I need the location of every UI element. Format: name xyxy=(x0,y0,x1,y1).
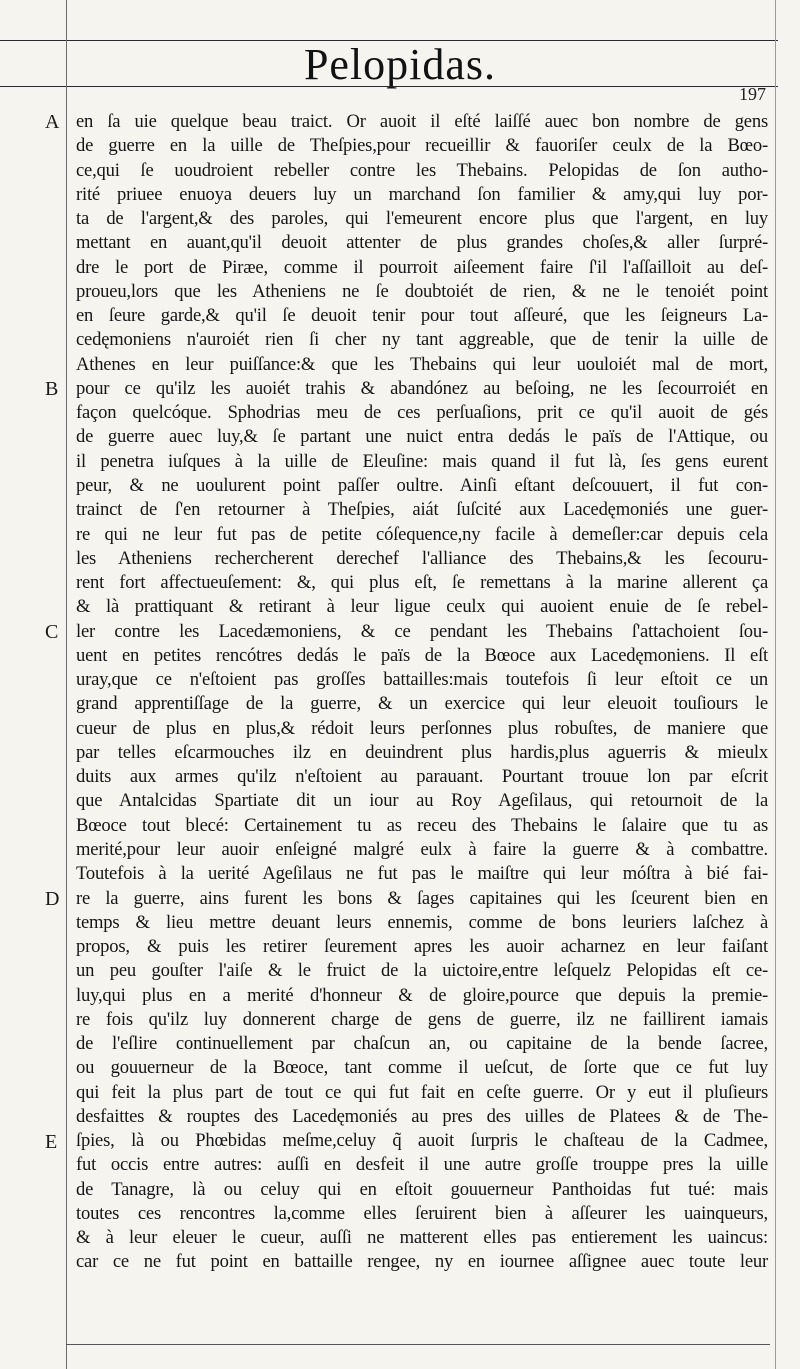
text-line: trainct de ſ'en retourner à Theſpies, aiát ſuſcité aux Lacedęmoniés une guer- xyxy=(76,499,768,521)
text-line: ou gouuerneur de la Bœoce, tant comme il ueſcut, de ſorte que ce fut luy xyxy=(76,1057,768,1079)
text-line: par telles eſcarmouches ilz en deuindrent plus hardis,plus aguerris & mieulx xyxy=(76,741,768,763)
section-marker-b: B xyxy=(45,378,59,401)
text-line: de guerre auec luy,& ſe partant une nuict entra dedás le païs de l'Attique, ou xyxy=(76,426,768,448)
text-line: façon quelcóque. Sphodrias meu de ces perſuaſions, prit ce qu'il auoit de gés xyxy=(76,402,768,424)
text-line: uray,que ce n'eſtoient pas groſſes battailles:mais toutefois ſi leur eſtoit ce un xyxy=(76,669,768,691)
text-line: qui feit la plus part de tout ce qui fut fait en ceſte guerre. Or y eut il pluſieurs xyxy=(76,1081,768,1103)
right-margin-rule xyxy=(775,0,776,1369)
text-line: pour ce qu'ilz les auoiét trahis & abandónez au beſoing, ne les ſecourroiét en xyxy=(76,377,768,399)
text-line: Bœoce tout blecé: Certainement tu as receu des Thebains le ſalaire que tu as xyxy=(76,814,768,836)
text-line: duits aux armes qu'ilz n'eſtoient au parauant. Pourtant trouue lon par eſcrit xyxy=(76,766,768,788)
section-marker-a: A xyxy=(45,111,60,133)
text-line: de l'eſlire continuellement par chaſcun an, ou capitaine de la bende ſacree, xyxy=(76,1033,768,1055)
running-title: Pelopidas. xyxy=(303,40,497,89)
text-line: proueu,lors que les Atheniens ne ſe doubtoiét de rien, & ne le tenoiét point xyxy=(76,280,768,302)
page-number: 197 xyxy=(739,84,766,104)
text-line: un peu gouſter l'aiſe & le fruict de la uictoire,entre leſquelz Pelopidas eſt ce- xyxy=(76,960,768,982)
text-line: ce,qui ſe uoudroient rebeller contre les Thebains. Pelopidas de ſon autho- xyxy=(76,159,768,181)
left-margin-rule xyxy=(66,0,67,1369)
text-line: en ſa uie quelque beau traict. Or auoit il eſté laiſſé auec bon nombre de gens xyxy=(76,111,768,132)
text-line: propos, & puis les retirer ſeurement apres les auoir acharnez en leur faiſant xyxy=(76,936,768,958)
text-line: les Atheniens rechercherent derechef l'alliance des Thebains,& les ſecouru- xyxy=(76,547,768,569)
text-line: cedęmoniens n'auroiét rien ſi cher ny tant aggreable, que de tenir la uille de xyxy=(76,329,768,351)
text-line: ta de l'argent,& des paroles, qui l'emeurent encore plus que l'argent, en luy xyxy=(76,208,768,230)
text-line: de Tanagre, là ou celuy qui en eſtoit gouuerneur Panthoidas fut tué: mais xyxy=(76,1178,768,1200)
text-line: re la guerre, ains furent les bons & ſages capitaines qui les ſceurent bien en xyxy=(76,887,768,909)
text-line: que Antalcidas Spartiate dit un iour au Roy Ageſilaus, qui retournoit de la xyxy=(76,790,768,812)
text-line: & à leur eleuer le cueur, auſſi ne matterent elles pas entierement les uaincus: xyxy=(76,1227,768,1249)
body-text xyxy=(76,110,768,1275)
text-line: peur, & ne uoulurent point paſſer oultre. Ainſi eſtant deſcouuert, il fut con- xyxy=(76,474,768,496)
text-line: ler contre les Lacedæmoniens, & ce pendant les Thebains ſ'attachoient ſou- xyxy=(76,620,768,642)
text-line: desfaittes & rouptes des Lacedęmoniés au pres des uilles de Platees & de The- xyxy=(76,1105,768,1127)
header-rule-bottom xyxy=(0,86,778,87)
text-line: temps & lieu mettre deuant leurs ennemis, comme de bons leuriers laſchez à xyxy=(76,911,768,933)
text-line: toutes ces rencontres la,comme elles ſeruirent bien à aſſeurer les uainqueurs, xyxy=(76,1202,768,1224)
text-line: Athenes en leur puiſſance:& que les Thebains qui leur uouloiét mal de mort, xyxy=(76,353,768,375)
text-line: fut occis entre autres: auſſi en desfeit il une autre groſſe trouppe pres la uille xyxy=(76,1154,768,1176)
text-line: & là prattiquant & retirant à leur ligue ceulx qui auoient enuie de ſe rebel- xyxy=(76,596,768,618)
text-line: cueur de plus en plus,& rédoit leurs perſonnes plus robuſtes, de maniere que xyxy=(76,717,768,739)
text-line: re qui ne leur fut pas de petite cóſequence,ny facile à demeſler:car depuis cela xyxy=(76,523,768,545)
text-line: uent en petites rencótres dedás le païs de la Bœoce aux Lacedęmoniens. Il eſt xyxy=(76,644,768,666)
section-marker-e: E xyxy=(45,1130,58,1153)
text-line: dre le port de Piræe, comme il pourroit aiſeement faire ſ'il l'aſſailloit au deſ- xyxy=(76,256,768,278)
text-line: car ce ne fut point en battaille rengee, ny en iournee aſſignee auec toute leur xyxy=(76,1251,768,1273)
text-line: luy,qui plus en a merité d'honneur & de gloire,pource que depuis la premie- xyxy=(76,984,768,1006)
text-line: il penetra iuſques à la uille de Eleuſine: mais quand il fut là, ſes gens eurent xyxy=(76,450,768,472)
section-marker-c: C xyxy=(45,620,59,643)
text-line: ſpies, là ou Phœbidas meſme,celuy q̃ auoit ſurpris le chaſteau de la Cadmee, xyxy=(76,1130,768,1152)
text-line: grand apprentiſſage de la guerre, & un exercice qui leur eleuoit touſiours le xyxy=(76,693,768,715)
text-line: re fois qu'ilz luy donnerent charge de gens de guerre, ilz ne faillirent iamais xyxy=(76,1008,768,1030)
text-line: rité priuee enuoya deuers luy un marchand ſon familier & amy,qui luy por- xyxy=(76,183,768,205)
bottom-rule xyxy=(66,1344,770,1345)
section-marker-d: D xyxy=(45,887,60,910)
text-line: Toutefois à la uerité Ageſilaus ne fut pas le maiſtre qui leur móſtra à bié fai- xyxy=(76,863,768,885)
text-line: merité,pour leur auoir enſeigné malgré eulx à faire la guerre & à combattre. xyxy=(76,838,768,860)
text-line: mettant en auant,qu'il deuoit attenter de plus grandes choſes,& aller ſurpré- xyxy=(76,232,768,254)
text-line: en ſeure garde,& qu'il ſe deuoit tenir pour tout aſſeuré, que les ſeigneurs La- xyxy=(76,305,768,327)
text-line: rent fort affectueuſement: &, qui plus eſt, ſe remettans à la marine allerent ça xyxy=(76,572,768,594)
text-line: de guerre en la uille de Theſpies,pour recueillir & fauoriſer ceulx de la Bœo- xyxy=(76,135,768,157)
